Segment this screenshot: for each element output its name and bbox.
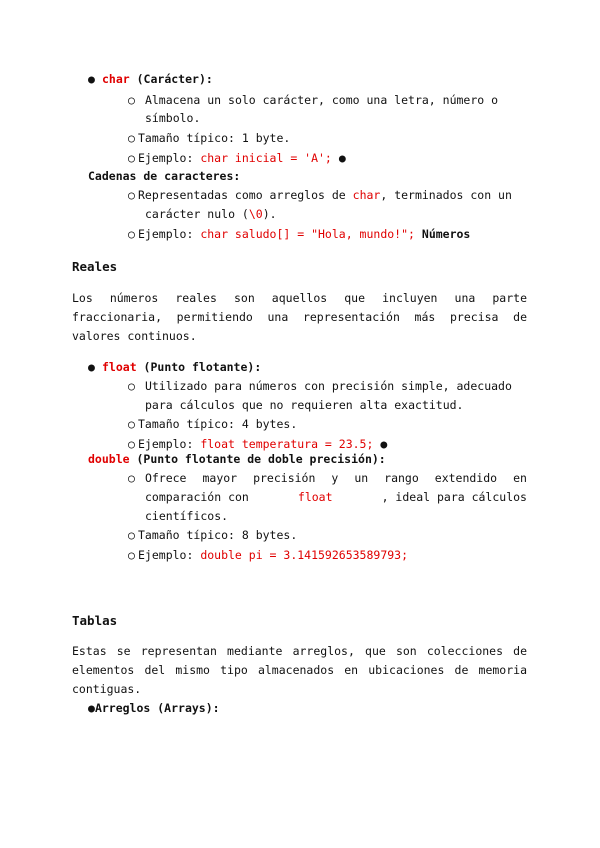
double-sub-item-2 bbox=[128, 527, 297, 543]
sub-item-text: Tamaño típico: 8 bytes. bbox=[138, 528, 298, 542]
circle-bullet-icon: ○ bbox=[128, 151, 135, 165]
circle-bullet-icon: ○ bbox=[128, 548, 135, 562]
circle-bullet-icon: ○ bbox=[128, 417, 135, 431]
float-sub-item-3 bbox=[128, 436, 387, 452]
circle-bullet-icon: ○ bbox=[128, 528, 135, 542]
circle-bullet-icon: ○ bbox=[128, 379, 135, 393]
double-sub-item-1 bbox=[128, 470, 527, 486]
code-example: char saludo[] = "Hola, mundo!"; bbox=[200, 227, 415, 241]
tablas-paragraph-line-1: Estas se representan mediante arreglos, que son colecciones de bbox=[72, 644, 527, 658]
double-sub-item-1-cont bbox=[145, 489, 527, 505]
strings-sub-item-2 bbox=[128, 226, 470, 242]
item-label: (Punto flotante): bbox=[136, 360, 262, 374]
sub-item-text: Almacena un solo carácter, como una letra, número o bbox=[144, 93, 499, 107]
reales-paragraph-line-3: valores continuos. bbox=[72, 329, 197, 343]
sub-item-text: Ejemplo: bbox=[138, 548, 201, 562]
char-sub-item-1 bbox=[128, 92, 498, 108]
arrays-bullet-item bbox=[88, 700, 220, 716]
double-sub-item-1-cont-2 bbox=[145, 508, 228, 524]
sub-item-text: para cálculos que no requieren alta exactitud. bbox=[145, 398, 464, 412]
code-example: char inicial = 'A'; bbox=[200, 151, 332, 165]
sub-item-text: carácter nulo ( bbox=[145, 207, 249, 221]
circle-bullet-icon: ○ bbox=[128, 131, 135, 145]
sub-item-text: ). bbox=[262, 207, 277, 221]
bullet-icon: ● bbox=[380, 437, 388, 451]
section-heading-tablas: Tablas bbox=[72, 613, 118, 628]
strings-sub-item-1-cont bbox=[145, 206, 277, 222]
sub-item-text: Representadas como arreglos de bbox=[138, 188, 353, 202]
circle-bullet-icon: ○ bbox=[128, 93, 135, 107]
float-sub-item-1 bbox=[128, 378, 512, 394]
float-sub-item-2 bbox=[128, 416, 297, 432]
strings-sub-item-1 bbox=[128, 187, 512, 203]
code-example: float temperatura = 23.5; bbox=[200, 437, 374, 451]
float-sub-item-1-cont bbox=[145, 397, 464, 413]
reales-paragraph-line-1: Los números reales son aquellos que incluyen una parte bbox=[72, 291, 527, 305]
item-label: Arreglos (Arrays): bbox=[94, 701, 220, 715]
code-keyword: char bbox=[102, 72, 130, 86]
section-heading-reales: Reales bbox=[72, 259, 118, 274]
sub-item-text: comparación con bbox=[145, 490, 249, 504]
circle-bullet-icon: ○ bbox=[128, 471, 135, 485]
code-keyword: char bbox=[352, 188, 381, 202]
sub-item-text: Tamaño típico: 1 byte. bbox=[138, 131, 291, 145]
code-keyword: double bbox=[88, 452, 130, 466]
char-bullet-item bbox=[88, 71, 213, 87]
char-sub-item-2 bbox=[128, 130, 290, 146]
char-sub-item-3 bbox=[128, 150, 346, 166]
code-example: double pi = 3.141592653589793; bbox=[200, 548, 409, 562]
item-label: (Carácter): bbox=[129, 72, 213, 86]
sub-item-text: Ejemplo: bbox=[138, 227, 201, 241]
circle-bullet-icon: ○ bbox=[128, 437, 135, 451]
sub-item-text: Ejemplo: bbox=[138, 151, 201, 165]
circle-bullet-icon: ○ bbox=[128, 227, 135, 241]
bullet-icon: ● bbox=[338, 151, 346, 165]
circle-bullet-icon: ○ bbox=[128, 188, 135, 202]
reales-paragraph-line-2: fraccionaria, permitiendo una representación más precisa de bbox=[72, 310, 527, 324]
sub-item-text: , ideal para cálculos bbox=[381, 490, 527, 504]
double-sub-item-3 bbox=[128, 547, 408, 563]
sub-item-text: científicos. bbox=[145, 509, 229, 523]
sub-item-text: , terminados con un bbox=[380, 188, 512, 202]
strings-item-label: Cadenas de caracteres: bbox=[88, 169, 241, 183]
bullet-icon: ● bbox=[88, 701, 95, 715]
sub-item-text: Ejemplo: bbox=[138, 437, 201, 451]
trailing-heading-text: Números bbox=[421, 227, 471, 241]
float-bullet-item bbox=[88, 359, 261, 375]
double-item bbox=[88, 451, 386, 467]
sub-item-text: Ofrece mayor precisión y un rango extendido en bbox=[144, 471, 527, 485]
sub-item-text: Utilizado para números con precisión simple, adecuado bbox=[144, 379, 512, 393]
code-keyword: float bbox=[297, 490, 333, 504]
sub-item-text: símbolo. bbox=[145, 111, 201, 125]
code-keyword: float bbox=[102, 360, 137, 374]
tablas-paragraph-line-3: contiguas. bbox=[72, 682, 142, 696]
sub-item-text: Tamaño típico: 4 bytes. bbox=[138, 417, 298, 431]
char-sub-item-1-cont bbox=[145, 110, 200, 126]
code-keyword: \0 bbox=[248, 207, 263, 221]
tablas-paragraph-line-2: elementos del mismo tipo almacenados en ubicaciones de memoria bbox=[72, 663, 527, 677]
bullet-icon: ● bbox=[88, 72, 95, 86]
bullet-icon: ● bbox=[88, 360, 95, 374]
item-label: (Punto flotante de doble precisión): bbox=[129, 452, 386, 466]
